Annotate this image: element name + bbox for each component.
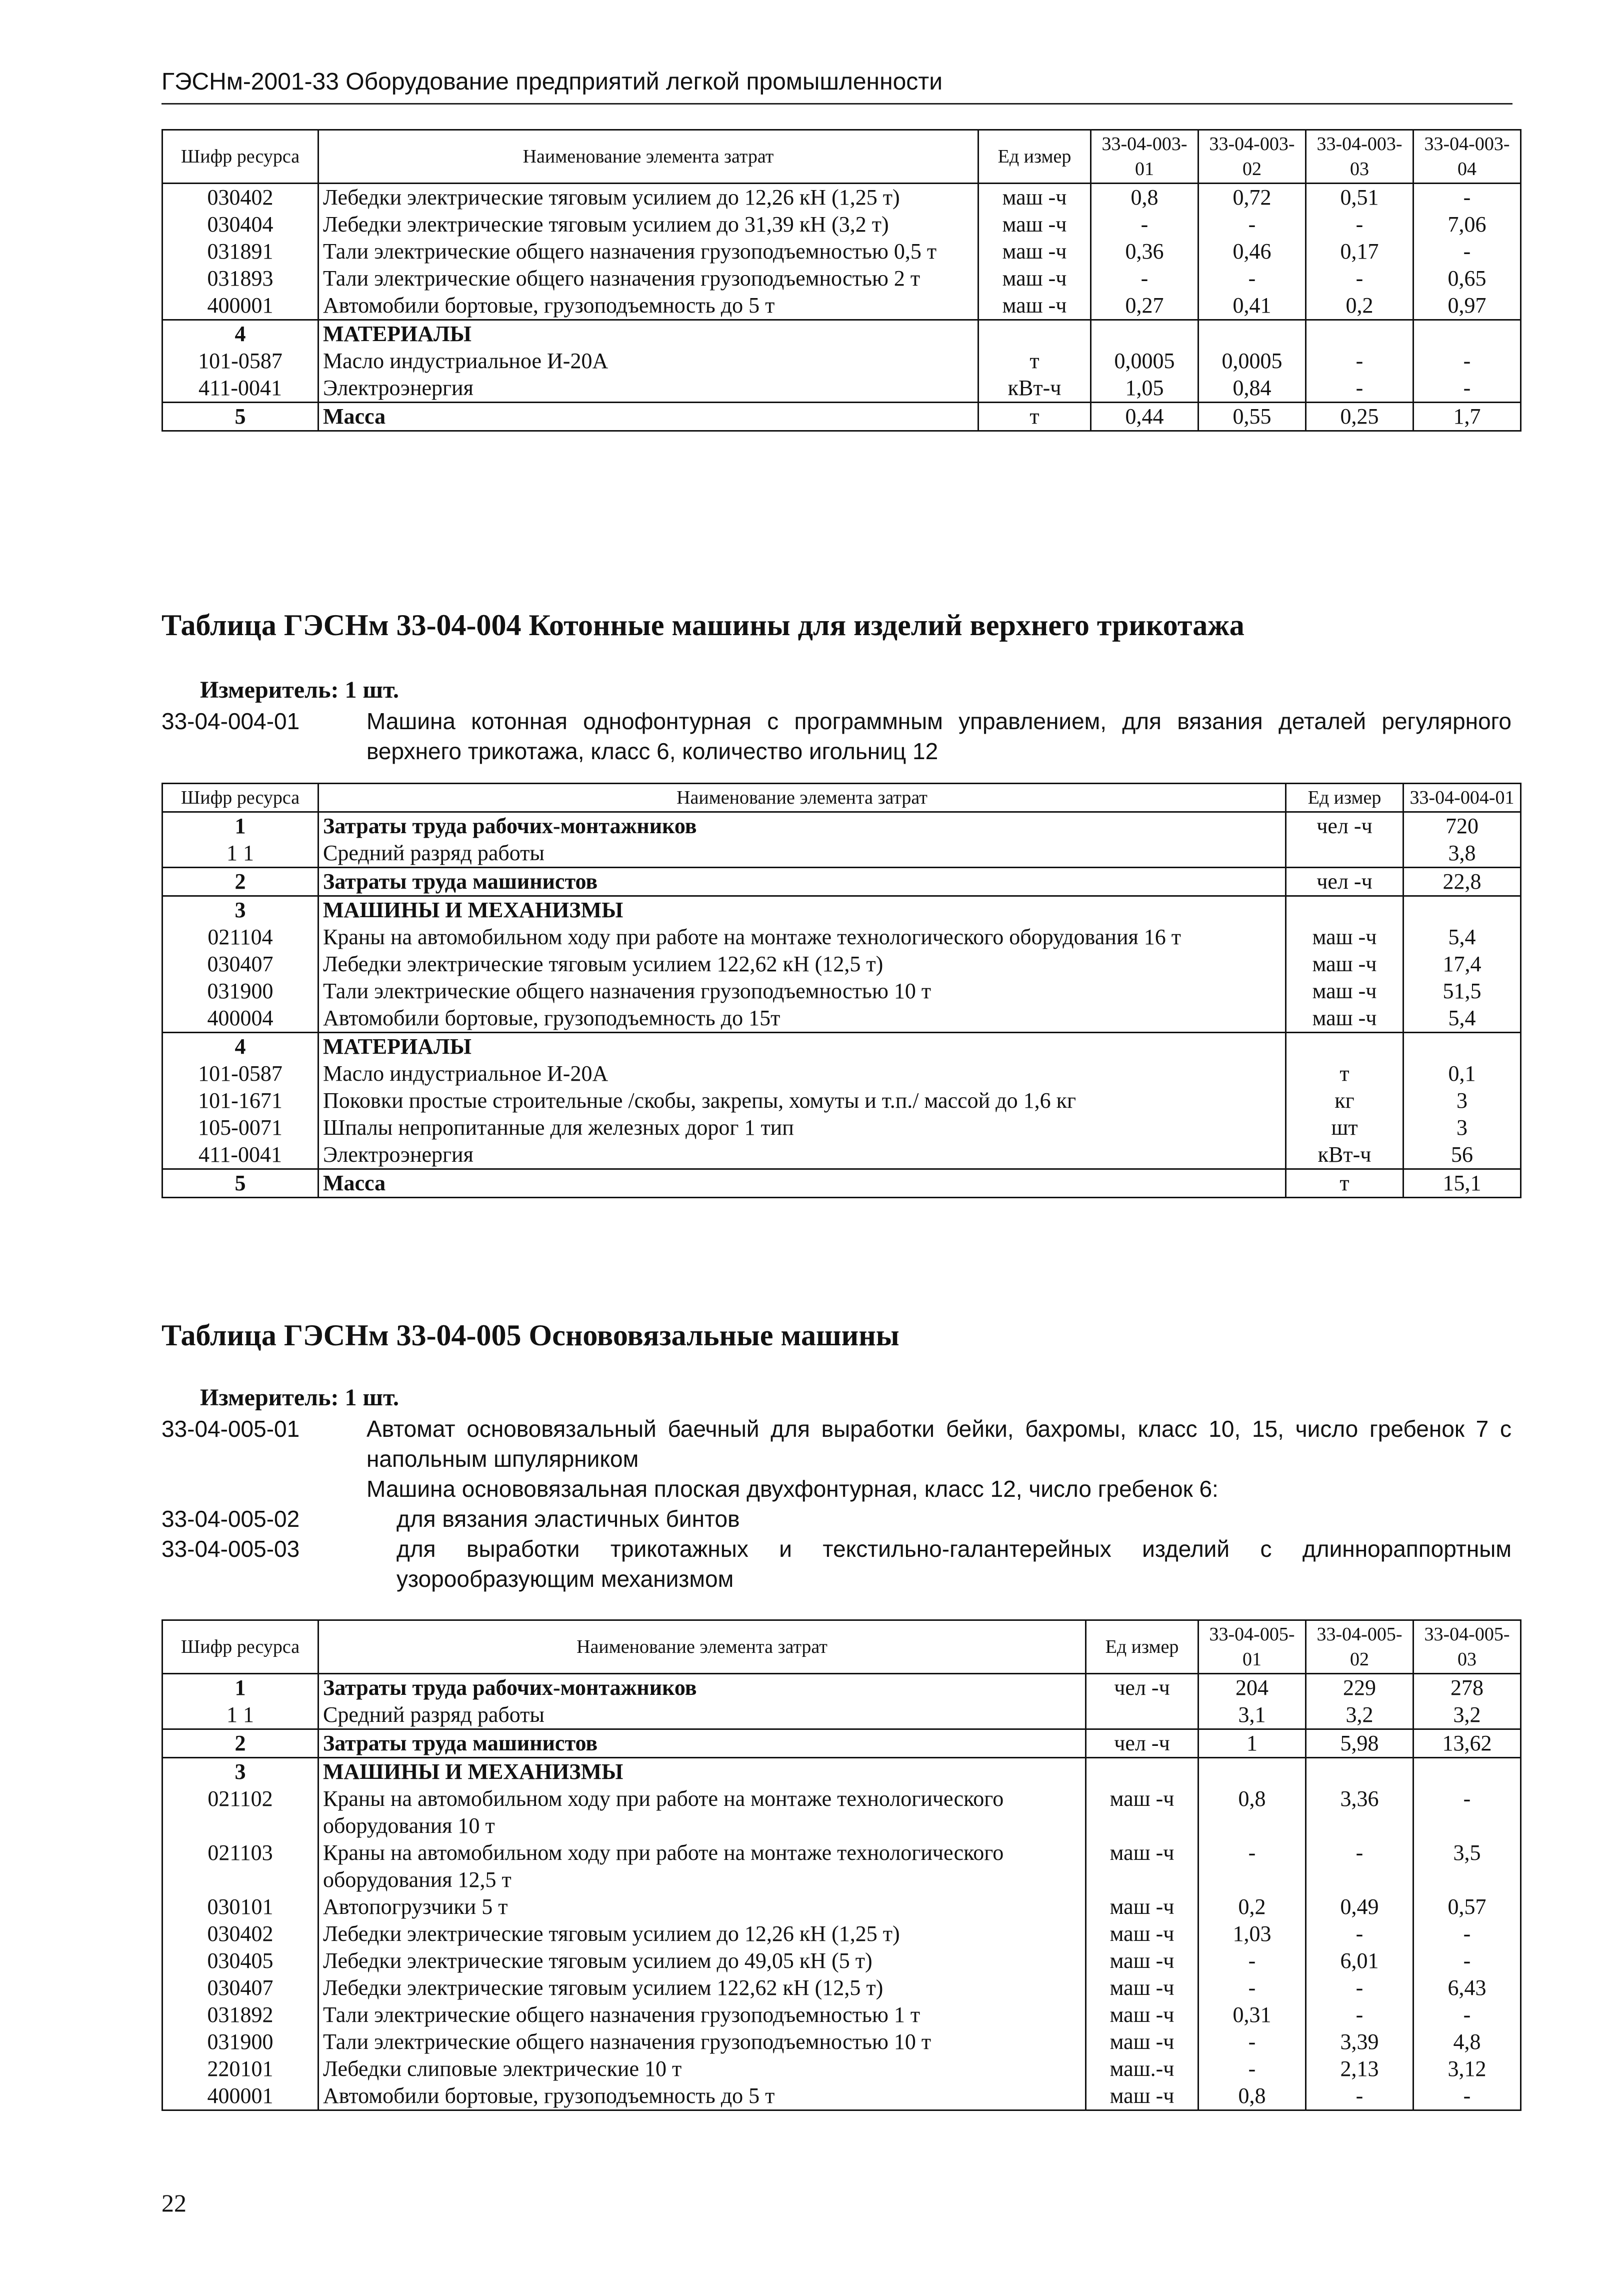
cell-value: - — [1091, 211, 1198, 238]
table-row — [162, 1169, 1521, 1198]
cell-value: - — [1306, 2082, 1414, 2110]
cell-value: - — [1306, 1839, 1414, 1893]
cell-value: 3,39 — [1306, 2028, 1414, 2055]
cell-value: - — [1414, 2082, 1521, 2110]
cell-code: 1 1 — [162, 840, 318, 868]
col-header: Ед измер — [978, 130, 1091, 184]
cell-unit: т — [978, 348, 1091, 375]
col-header: 33-04-003-01 — [1091, 130, 1198, 184]
meter-label: Измеритель: — [200, 1384, 339, 1411]
table-header-row — [162, 130, 1521, 184]
cell-code: 030405 — [162, 1947, 318, 1974]
cell-unit: маш -ч — [1286, 978, 1404, 1005]
cell-code: 3 — [162, 1758, 318, 1786]
cell-code: 411-0041 — [162, 1141, 318, 1169]
cell-code: 031892 — [162, 2001, 318, 2028]
cell-code: 021104 — [162, 924, 318, 951]
table-row — [162, 2028, 1521, 2055]
cell-value: 3,1 — [1198, 1701, 1306, 1729]
cell-value: 1,03 — [1198, 1920, 1306, 1947]
cell-value: 0,55 — [1198, 403, 1306, 431]
col-header: Ед измер — [1286, 784, 1404, 812]
table-row — [162, 1893, 1521, 1920]
cell-unit: т — [1286, 1060, 1404, 1087]
cell-code: 030101 — [162, 1893, 318, 1920]
cell-unit: маш -ч — [1086, 2082, 1198, 2110]
table-row — [162, 375, 1521, 403]
col-header: Наименование элемента затрат — [318, 784, 1286, 812]
cell-value: - — [1198, 2055, 1306, 2082]
cell-unit: чел -ч — [1286, 868, 1404, 896]
cell-code: 2 — [162, 1729, 318, 1758]
cell-value: - — [1306, 348, 1414, 375]
cell-code: 030407 — [162, 1974, 318, 2001]
cell-code: 021103 — [162, 1839, 318, 1893]
cell-value: - — [1198, 1974, 1306, 2001]
cell-unit: маш -ч — [1086, 1893, 1198, 1920]
cell-value: - — [1414, 238, 1521, 265]
cell-name: Автомобили бортовые, грузоподъемность до 5 т — [318, 2082, 1086, 2110]
item-text: для вязания эластичных бинтов — [396, 1506, 740, 1532]
cell-value: - — [1414, 184, 1521, 212]
running-header: ГЭСНм-2001-33 Оборудование предприятий легкой промышленности — [162, 64, 1512, 105]
cell-unit: кВт-ч — [978, 375, 1091, 403]
item-code: 33-04-005-02 — [162, 1506, 300, 1532]
col-header: 33-04-003-04 — [1414, 130, 1521, 184]
col-header: Ед измер — [1086, 1620, 1198, 1674]
table-row — [162, 840, 1521, 868]
col-header: Наименование элемента затрат — [318, 1620, 1086, 1674]
col-header: Шифр ресурса — [162, 1620, 318, 1674]
cell-value: - — [1198, 1839, 1306, 1893]
meter-value: 1 шт. — [344, 677, 399, 703]
cell-code: 4 — [162, 320, 318, 348]
cell-unit: маш -ч — [1086, 1920, 1198, 1947]
cell-value: 720 — [1404, 812, 1521, 840]
cell-value: - — [1306, 375, 1414, 403]
cell-value: 3,8 — [1404, 840, 1521, 868]
table-row — [162, 1729, 1521, 1758]
cell-code: 5 — [162, 1169, 318, 1198]
cell-code: 021102 — [162, 1785, 318, 1839]
table-row — [162, 1947, 1521, 1974]
cell-value: - — [1306, 1920, 1414, 1947]
cell-code: 1 — [162, 812, 318, 840]
table-row — [162, 812, 1521, 840]
cell-value: 5,98 — [1306, 1729, 1414, 1758]
table-row — [162, 2055, 1521, 2082]
cell-value: - — [1198, 1947, 1306, 1974]
cell-value: 0,97 — [1414, 292, 1521, 320]
col-header: Наименование элемента затрат — [318, 130, 978, 184]
cell-value: 0,31 — [1198, 2001, 1306, 2028]
cell-name: Затраты труда машинистов — [318, 868, 1286, 896]
cell-value: 0,57 — [1414, 1893, 1521, 1920]
cell-name: Масло индустриальное И-20А — [318, 1060, 1286, 1087]
cell-code: 030407 — [162, 951, 318, 978]
cell-value — [1404, 1033, 1521, 1061]
cell-value: 0,41 — [1198, 292, 1306, 320]
cell-unit: маш -ч — [978, 238, 1091, 265]
table-row — [162, 868, 1521, 896]
cell-value: - — [1198, 265, 1306, 292]
cell-value: - — [1414, 348, 1521, 375]
cell-value: 0,8 — [1091, 184, 1198, 212]
cell-code: 101-0587 — [162, 348, 318, 375]
col-header: 33-04-003-03 — [1306, 130, 1414, 184]
page-number: 22 — [162, 2189, 186, 2217]
cell-name: Краны на автомобильном ходу при работе на монтаже технологического оборудования 16 т — [318, 924, 1286, 951]
cell-value: - — [1198, 2028, 1306, 2055]
table-row — [162, 238, 1521, 265]
cell-name: МАШИНЫ И МЕХАНИЗМЫ — [318, 1758, 1086, 1786]
table-row — [162, 1839, 1521, 1893]
cell-unit: маш -ч — [1086, 2028, 1198, 2055]
cell-value: - — [1414, 1785, 1521, 1839]
description-group — [162, 1474, 1512, 1504]
table-row — [162, 1005, 1521, 1033]
cell-name: Шпалы непропитанные для железных дорог 1 тип — [318, 1114, 1286, 1141]
cell-value: 17,4 — [1404, 951, 1521, 978]
cell-name: Краны на автомобильном ходу при работе на монтаже технологического оборудования 10 т — [318, 1785, 1086, 1839]
cell-value — [1414, 1758, 1521, 1786]
table-row — [162, 292, 1521, 320]
table-row — [162, 2082, 1521, 2110]
meter-line — [200, 675, 399, 705]
cell-value: - — [1306, 265, 1414, 292]
table-33-04-003 — [162, 129, 1522, 432]
cell-value — [1404, 896, 1521, 924]
cell-value: 0,72 — [1198, 184, 1306, 212]
section-title-33-04-005: Таблица ГЭСНм 33-04-005 Основовязальные машины — [162, 1319, 900, 1352]
item-code: 33-04-005-03 — [162, 1536, 300, 1562]
cell-unit: кг — [1286, 1087, 1404, 1114]
cell-value: 278 — [1414, 1674, 1521, 1702]
cell-value: 204 — [1198, 1674, 1306, 1702]
table-row — [162, 1033, 1521, 1061]
cell-name: Тали электрические общего назначения грузоподъемностью 2 т — [318, 265, 978, 292]
cell-unit: т — [978, 403, 1091, 431]
table-row — [162, 320, 1521, 348]
table-row — [162, 348, 1521, 375]
cell-name: Масса — [318, 1169, 1286, 1198]
table-row — [162, 1758, 1521, 1786]
table-header-row — [162, 784, 1521, 812]
table-header-row — [162, 1620, 1521, 1674]
cell-name: Тали электрические общего назначения грузоподъемностью 1 т — [318, 2001, 1086, 2028]
table-row — [162, 1141, 1521, 1169]
cell-unit: т — [1286, 1169, 1404, 1198]
cell-value: 51,5 — [1404, 978, 1521, 1005]
meter-label: Измеритель: — [200, 677, 339, 703]
table-row — [162, 1701, 1521, 1729]
cell-value: 5,4 — [1404, 1005, 1521, 1033]
cell-unit: маш -ч — [1286, 951, 1404, 978]
cell-name: Затраты труда рабочих-монтажников — [318, 812, 1286, 840]
item-code-empty — [162, 1474, 366, 1504]
cell-value: 0,0005 — [1198, 348, 1306, 375]
cell-value: 0,8 — [1198, 1785, 1306, 1839]
cell-name: МАШИНЫ И МЕХАНИЗМЫ — [318, 896, 1286, 924]
cell-value: - — [1306, 211, 1414, 238]
cell-name: Автомобили бортовые, грузоподъемность до 15т — [318, 1005, 1286, 1033]
section-title-33-04-004: Таблица ГЭСНм 33-04-004 Котонные машины для изделий верхнего трикотажа — [162, 609, 1244, 642]
cell-name: Лебедки электрические тяговым усилием до 12,26 кН (1,25 т) — [318, 1920, 1086, 1947]
cell-name: Поковки простые строительные /скобы, закрепы, хомуты и т.п./ массой до 1,6 кг — [318, 1087, 1286, 1114]
cell-unit: маш -ч — [1086, 1974, 1198, 2001]
cell-name: Автопогрузчики 5 т — [318, 1893, 1086, 1920]
cell-value: 56 — [1404, 1141, 1521, 1169]
table-row — [162, 403, 1521, 431]
cell-value: 0,2 — [1198, 1893, 1306, 1920]
table-33-04-004 — [162, 783, 1522, 1198]
cell-value: - — [1414, 1920, 1521, 1947]
col-header: 33-04-005-01 — [1198, 1620, 1306, 1674]
table-row — [162, 1974, 1521, 2001]
cell-value: 0,65 — [1414, 265, 1521, 292]
cell-value: 0,8 — [1198, 2082, 1306, 2110]
cell-unit: чел -ч — [1086, 1729, 1198, 1758]
cell-value: - — [1306, 1974, 1414, 2001]
group-text: Машина основовязальная плоская двухфонтурная, класс 12, число гребенок 6: — [366, 1476, 1218, 1502]
cell-unit: маш -ч — [1086, 1785, 1198, 1839]
cell-code: 2 — [162, 868, 318, 896]
cell-value: 0,44 — [1091, 403, 1198, 431]
cell-name: Затраты труда рабочих-монтажников — [318, 1674, 1086, 1702]
cell-value — [1198, 1758, 1306, 1786]
description-item — [162, 706, 1512, 766]
cell-unit — [1086, 1701, 1198, 1729]
description-item — [162, 1534, 1512, 1594]
cell-value: 3 — [1404, 1087, 1521, 1114]
cell-value: 0,49 — [1306, 1893, 1414, 1920]
cell-name: Автомобили бортовые, грузоподъемность до 5 т — [318, 292, 978, 320]
description-item — [162, 1504, 1512, 1534]
cell-value: 0,84 — [1198, 375, 1306, 403]
cell-value: 1,7 — [1414, 403, 1521, 431]
cell-value: 3,2 — [1306, 1701, 1414, 1729]
cell-value: 3,5 — [1414, 1839, 1521, 1893]
cell-name: Лебедки электрические тяговым усилием до 12,26 кН (1,25 т) — [318, 184, 978, 212]
cell-unit — [1286, 896, 1404, 924]
cell-unit — [978, 320, 1091, 348]
cell-unit: маш -ч — [978, 184, 1091, 212]
cell-code: 101-0587 — [162, 1060, 318, 1087]
cell-code: 101-1671 — [162, 1087, 318, 1114]
cell-value: 0,27 — [1091, 292, 1198, 320]
cell-value: 5,4 — [1404, 924, 1521, 951]
cell-unit: маш -ч — [1286, 1005, 1404, 1033]
cell-value: 0,46 — [1198, 238, 1306, 265]
description-33-04-005 — [162, 1414, 1512, 1594]
cell-name: Краны на автомобильном ходу при работе на монтаже технологического оборудования 12,5 т — [318, 1839, 1086, 1893]
meter-value: 1 шт. — [344, 1384, 399, 1411]
cell-code: 031900 — [162, 2028, 318, 2055]
cell-value: - — [1091, 265, 1198, 292]
col-header: 33-04-005-02 — [1306, 1620, 1414, 1674]
cell-unit — [1086, 1758, 1198, 1786]
table-row — [162, 1674, 1521, 1702]
cell-value: 229 — [1306, 1674, 1414, 1702]
cell-value: 2,13 — [1306, 2055, 1414, 2082]
cell-unit — [1286, 840, 1404, 868]
cell-name: Затраты труда машинистов — [318, 1729, 1086, 1758]
item-code: 33-04-005-01 — [162, 1416, 300, 1442]
cell-code: 030402 — [162, 1920, 318, 1947]
cell-code: 400004 — [162, 1005, 318, 1033]
cell-unit: маш -ч — [1286, 924, 1404, 951]
cell-unit: маш -ч — [978, 211, 1091, 238]
cell-name: Лебедки электрические тяговым усилием 122,62 кН (12,5 т) — [318, 1974, 1086, 2001]
col-header: Шифр ресурса — [162, 784, 318, 812]
table-row — [162, 1087, 1521, 1114]
cell-name: Электроэнергия — [318, 1141, 1286, 1169]
table-row — [162, 1114, 1521, 1141]
cell-value: - — [1414, 2001, 1521, 2028]
cell-value: 0,25 — [1306, 403, 1414, 431]
cell-code: 031893 — [162, 265, 318, 292]
table-row — [162, 1785, 1521, 1839]
item-code: 33-04-004-01 — [162, 708, 300, 734]
cell-value: 0,17 — [1306, 238, 1414, 265]
cell-value — [1306, 1758, 1414, 1786]
cell-unit — [1286, 1033, 1404, 1061]
cell-unit: маш -ч — [1086, 2001, 1198, 2028]
item-text: Машина котонная однофонтурная с программным управлением, для вязания деталей регулярного верхнего трикотажа, класс 6, количество игольниц 12 — [366, 708, 1512, 764]
cell-value: 13,62 — [1414, 1729, 1521, 1758]
table-row — [162, 978, 1521, 1005]
description-item — [162, 1414, 1512, 1474]
cell-name: Средний разряд работы — [318, 840, 1286, 868]
table-33-04-005 — [162, 1619, 1522, 2111]
cell-unit: кВт-ч — [1286, 1141, 1404, 1169]
cell-value — [1198, 320, 1306, 348]
cell-name: МАТЕРИАЛЫ — [318, 1033, 1286, 1061]
table-row — [162, 951, 1521, 978]
cell-name: Средний разряд работы — [318, 1701, 1086, 1729]
cell-name: Масло индустриальное И-20А — [318, 348, 978, 375]
meter-line — [200, 1383, 399, 1413]
cell-name: Масса — [318, 403, 978, 431]
cell-unit: чел -ч — [1286, 812, 1404, 840]
cell-code: 400001 — [162, 2082, 318, 2110]
cell-value: 7,06 — [1414, 211, 1521, 238]
cell-name: Тали электрические общего назначения грузоподъемностью 10 т — [318, 978, 1286, 1005]
cell-value: - — [1414, 375, 1521, 403]
cell-value: - — [1414, 1947, 1521, 1974]
cell-value: - — [1306, 2001, 1414, 2028]
cell-unit: маш -ч — [978, 265, 1091, 292]
cell-code: 400001 — [162, 292, 318, 320]
table-row — [162, 924, 1521, 951]
cell-value: 3 — [1404, 1114, 1521, 1141]
cell-code: 030402 — [162, 184, 318, 212]
cell-name: Лебедки электрические тяговым усилием до 31,39 кН (3,2 т) — [318, 211, 978, 238]
col-header: Шифр ресурса — [162, 130, 318, 184]
cell-code: 031891 — [162, 238, 318, 265]
table-row — [162, 1920, 1521, 1947]
cell-name: Тали электрические общего назначения грузоподъемностью 10 т — [318, 2028, 1086, 2055]
cell-code: 5 — [162, 403, 318, 431]
table-row — [162, 1060, 1521, 1087]
cell-code: 220101 — [162, 2055, 318, 2082]
cell-code: 1 1 — [162, 1701, 318, 1729]
table-row — [162, 184, 1521, 212]
cell-unit: шт — [1286, 1114, 1404, 1141]
col-header: 33-04-005-03 — [1414, 1620, 1521, 1674]
table-row — [162, 265, 1521, 292]
cell-value: 0,0005 — [1091, 348, 1198, 375]
table-row — [162, 2001, 1521, 2028]
cell-code: 4 — [162, 1033, 318, 1061]
cell-name: Лебедки слиповые электрические 10 т — [318, 2055, 1086, 2082]
cell-unit: маш -ч — [1086, 1947, 1198, 1974]
description-33-04-004 — [162, 706, 1512, 766]
cell-value: 1 — [1198, 1729, 1306, 1758]
cell-code: 105-0071 — [162, 1114, 318, 1141]
cell-code: 411-0041 — [162, 375, 318, 403]
cell-value: 15,1 — [1404, 1169, 1521, 1198]
cell-value: 6,43 — [1414, 1974, 1521, 2001]
cell-value: 0,51 — [1306, 184, 1414, 212]
cell-value: - — [1198, 211, 1306, 238]
cell-value — [1091, 320, 1198, 348]
cell-value: 6,01 — [1306, 1947, 1414, 1974]
cell-value — [1306, 320, 1414, 348]
cell-value: 3,12 — [1414, 2055, 1521, 2082]
cell-code: 1 — [162, 1674, 318, 1702]
cell-name: Лебедки электрические тяговым усилием 122,62 кН (12,5 т) — [318, 951, 1286, 978]
cell-value: 4,8 — [1414, 2028, 1521, 2055]
cell-unit: чел -ч — [1086, 1674, 1198, 1702]
item-text: Автомат основовязальный баечный для выработки бейки, бахромы, класс 10, 15, число гребенок 7 с напольным шпулярником — [366, 1416, 1512, 1472]
cell-value: 1,05 — [1091, 375, 1198, 403]
cell-unit: маш.-ч — [1086, 2055, 1198, 2082]
cell-unit: маш -ч — [1086, 1839, 1198, 1893]
cell-value: 3,2 — [1414, 1701, 1521, 1729]
cell-value: 3,36 — [1306, 1785, 1414, 1839]
cell-name: Лебедки электрические тяговым усилием до 49,05 кН (5 т) — [318, 1947, 1086, 1974]
table-row — [162, 211, 1521, 238]
cell-value — [1414, 320, 1521, 348]
cell-value: 22,8 — [1404, 868, 1521, 896]
item-text: для выработки трикотажных и текстильно-галантерейных изделий с длиннораппортным узорообразующим механизмом — [396, 1536, 1512, 1592]
cell-value: 0,36 — [1091, 238, 1198, 265]
col-header: 33-04-003-02 — [1198, 130, 1306, 184]
cell-code: 030404 — [162, 211, 318, 238]
cell-unit: маш -ч — [978, 292, 1091, 320]
cell-code: 3 — [162, 896, 318, 924]
cell-name: МАТЕРИАЛЫ — [318, 320, 978, 348]
col-header: 33-04-004-01 — [1404, 784, 1521, 812]
cell-value: 0,1 — [1404, 1060, 1521, 1087]
cell-name: Тали электрические общего назначения грузоподъемностью 0,5 т — [318, 238, 978, 265]
cell-value: 0,2 — [1306, 292, 1414, 320]
cell-name: Электроэнергия — [318, 375, 978, 403]
cell-code: 031900 — [162, 978, 318, 1005]
table-row — [162, 896, 1521, 924]
